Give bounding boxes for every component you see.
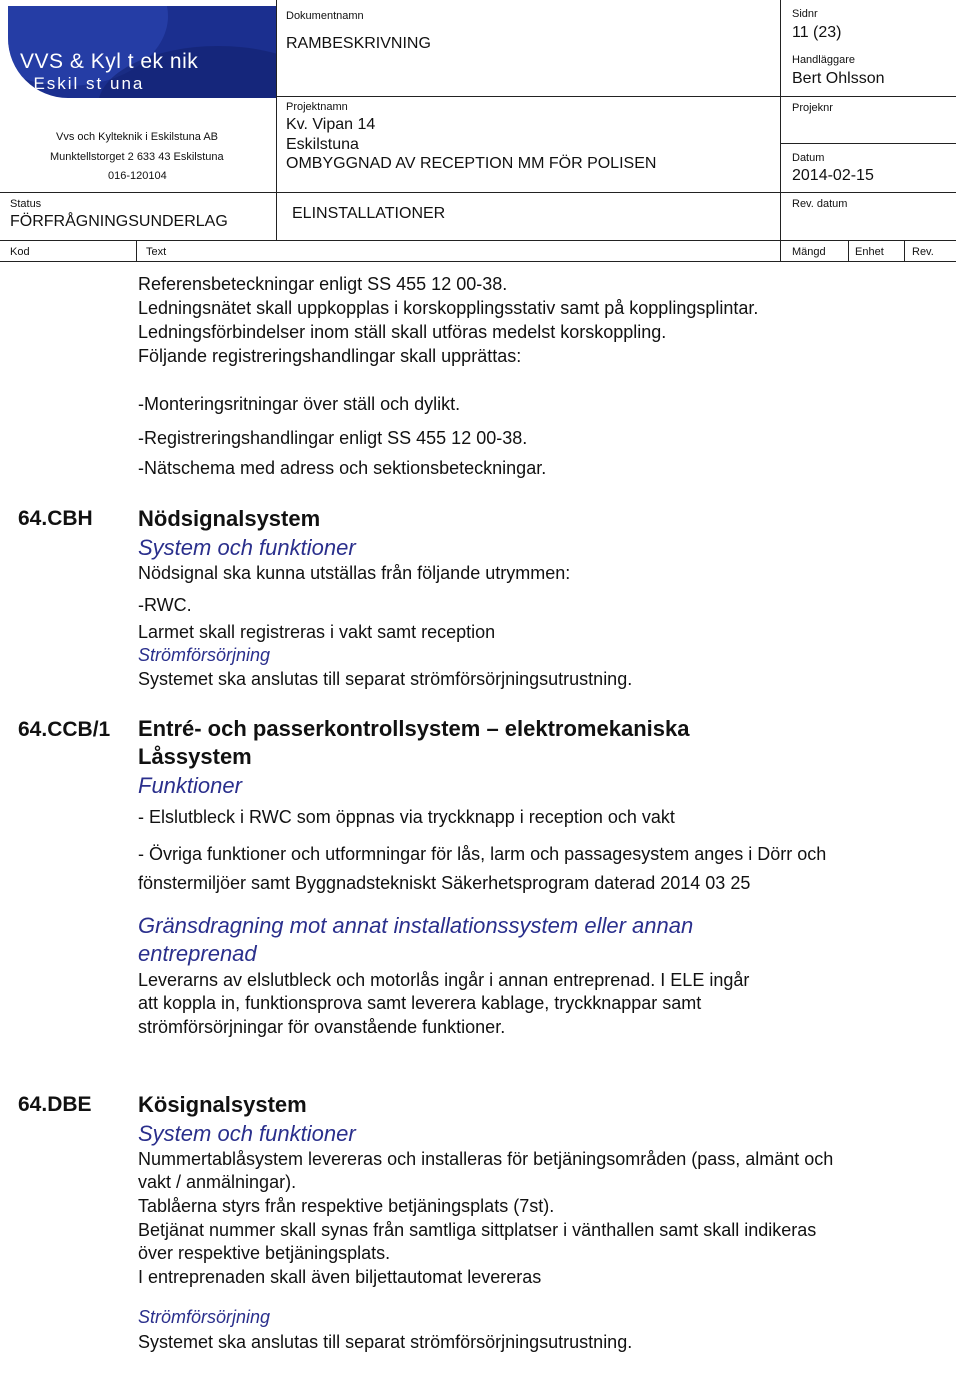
page-number-label: Sidnr (792, 8, 818, 20)
section-text: över respektive betjäningsplats. (138, 1243, 391, 1263)
section-text: Tablåerna styrs från respektive betjäningsplats (7st). (138, 1196, 555, 1216)
section-text: - Elslutbleck i RWC som öppnas via tryckknapp i reception och vakt (138, 807, 675, 827)
column-text: Text (146, 246, 167, 258)
project-number-label: Projeknr (792, 102, 833, 114)
column-kod: Kod (10, 246, 30, 258)
date-value: 2014-02-15 (792, 167, 874, 184)
column-mangd: Mängd (792, 246, 826, 258)
project-name-line: OMBYGGNAD AV RECEPTION MM FÖR POLISEN (286, 155, 657, 172)
handler-label: Handläggare (792, 54, 855, 66)
section-heading: Entré- och passerkontrollsystem – elektromekaniska (138, 716, 690, 741)
document-header (0, 0, 960, 262)
company-address: Munktellstorget 2 633 43 Eskilstuna (50, 151, 224, 163)
company-phone: 016-120104 (108, 170, 167, 182)
section-subheading: Funktioner (138, 773, 242, 798)
section-code: 64.DBE (18, 1093, 92, 1116)
project-name-label: Projektnamn (286, 101, 348, 113)
status-label: Status (10, 198, 42, 210)
date-label: Datum (792, 152, 825, 164)
section-subheading: Strömförsörjning (138, 1307, 271, 1327)
section-text: att koppla in, funktionsprova samt leverera kablage, tryckknappar samt (138, 993, 702, 1013)
status-value: FÖRFRÅGNINGSUNDERLAG (10, 213, 228, 230)
section-subheading: entreprenad (138, 941, 257, 966)
logo-text-city: I Eskil st una (20, 74, 145, 93)
handler-value: Bert Ohlsson (792, 70, 885, 87)
column-enhet: Enhet (855, 246, 884, 258)
section-heading: Låssystem (138, 744, 252, 769)
logo-text-main: VVS & Kyl t ek nik (20, 50, 199, 73)
section-text: Nummertablåsystem levereras och installeras för betjäningsområden (pass, almänt och (138, 1149, 834, 1169)
section-text: Betjänat nummer skall synas från samtliga sittplatser i vänthallen samt skall indikeras (138, 1220, 817, 1240)
company-name: Vvs och Kylteknik i Eskilstuna AB (56, 131, 219, 143)
section-code: 64.CCB/1 (18, 718, 111, 741)
section-text: strömförsörjningar för ovanstående funktioner. (138, 1017, 506, 1037)
section-code: 64.CBH (18, 507, 93, 530)
section-heading: Nödsignalsystem (138, 506, 321, 531)
intro-list-item: -Monteringsritningar över ställ och dylikt. (138, 394, 461, 414)
section-text: vakt / anmälningar). (138, 1172, 297, 1192)
section-text: Larmet skall registreras i vakt samt reception (138, 622, 496, 642)
section-text: I entreprenaden skall även biljettautomat levereras (138, 1267, 542, 1287)
section-text: Nödsignal ska kunna utställas från följande utrymmen: (138, 563, 571, 583)
intro-list-item: -Nätschema med adress och sektionsbeteckningar. (138, 458, 547, 478)
intro-line: Ledningsförbindelser inom ställ skall utföras medelst korskoppling. (138, 322, 667, 342)
document-name-label: Dokumentnamn (286, 10, 364, 22)
column-rev: Rev. (912, 246, 934, 258)
section-subheading: Strömförsörjning (138, 645, 271, 665)
section-text: Leverarns av elslutbleck och motorlås ingår i annan entreprenad. I ELE ingår (138, 970, 750, 990)
section-text: - Övriga funktioner och utformningar för lås, larm och passagesystem anges i Dörr och (138, 844, 827, 864)
project-name-line: Kv. Vipan 14 (286, 116, 376, 133)
section-text: -RWC. (138, 595, 192, 615)
section-text: fönstermiljöer samt Byggnadstekniskt Säkerhetsprogram daterad 2014 03 25 (138, 873, 751, 893)
intro-line: Följande registreringshandlingar skall upprättas: (138, 346, 522, 366)
section-subheading: Gränsdragning mot annat installationssystem eller annan (138, 913, 694, 938)
section-subheading: System och funktioner (138, 1121, 356, 1146)
revision-date-label: Rev. datum (792, 198, 848, 210)
section-heading: Kösignalsystem (138, 1092, 307, 1117)
intro-line: Referensbeteckningar enligt SS 455 12 00-38. (138, 274, 508, 294)
document-name-value: RAMBESKRIVNING (286, 35, 431, 52)
section-text: Systemet ska anslutas till separat strömförsörjningsutrustning. (138, 1332, 633, 1352)
company-logo (8, 6, 276, 98)
intro-line: Ledningsnätet skall uppkopplas i korskopplingsstativ samt på kopplingsplintar. (138, 298, 759, 318)
section-subheading: System och funktioner (138, 535, 356, 560)
intro-list-item: -Registreringshandlingar enligt SS 455 12 00-38. (138, 428, 528, 448)
discipline-title: ELINSTALLATIONER (292, 205, 446, 222)
section-text: Systemet ska anslutas till separat strömförsörjningsutrustning. (138, 669, 633, 689)
project-name-line: Eskilstuna (286, 136, 359, 153)
page-number-value: 11 (23) (792, 24, 842, 41)
